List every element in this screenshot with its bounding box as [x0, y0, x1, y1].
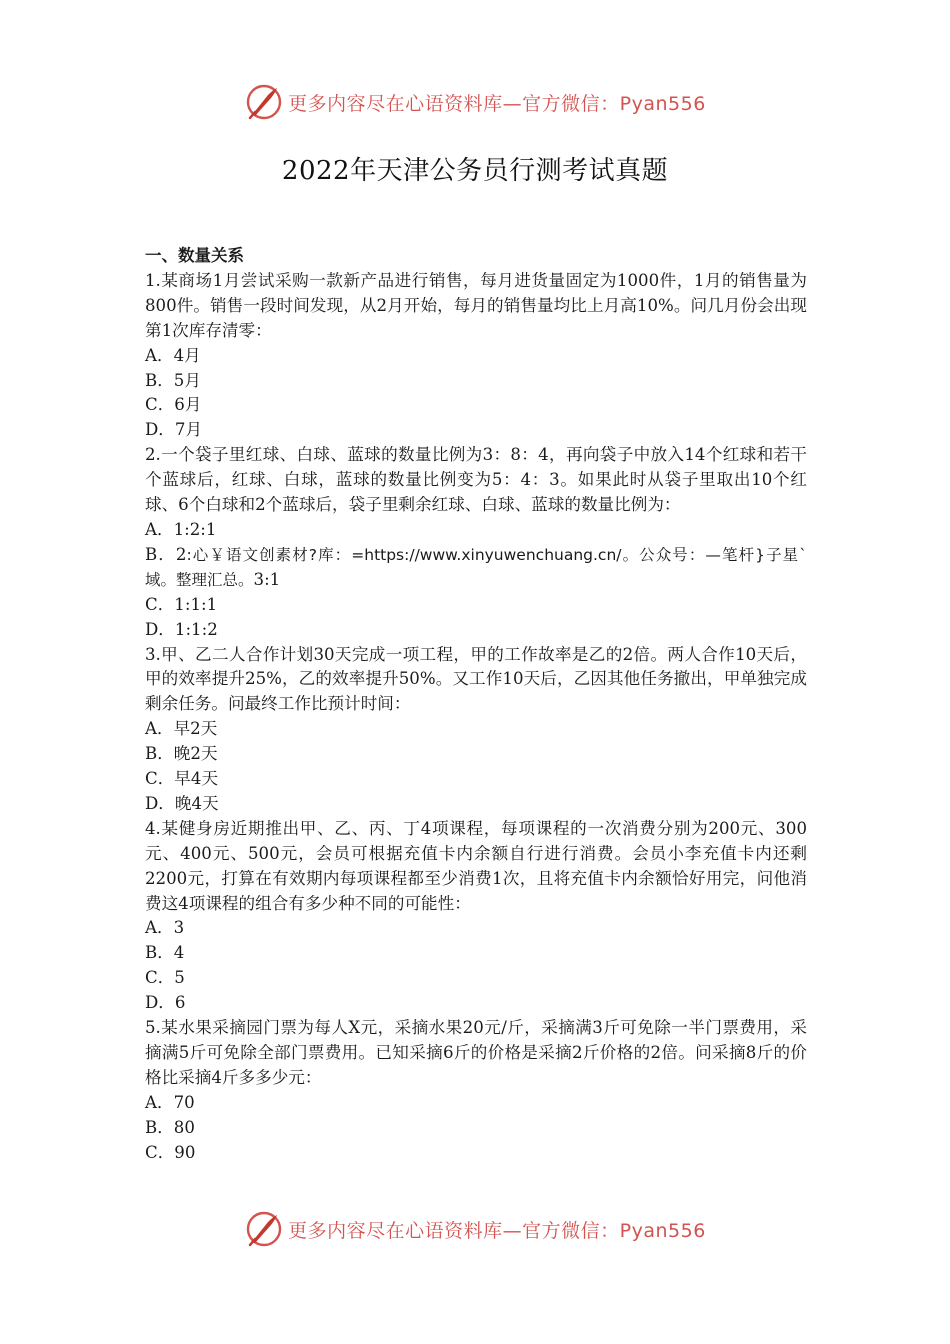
- question-5-stem: 5.某水果采摘园门票为每人X元，采摘水果20元/斤，采摘满3斤可免除一半门票费用，采摘满5斤可免除全部门票费用。已知采摘6斤的价格是采摘2斤价格的2倍。问采摘8斤的价格比采摘4斤多多少元：: [145, 1018, 807, 1087]
- quill-pen-logo-icon: [244, 1209, 284, 1249]
- question-1-option-a: A．4月: [145, 345, 201, 365]
- header-banner: [0, 80, 950, 124]
- question-4-option-b: B．4: [145, 943, 185, 963]
- question-3-option-a: A．早2天: [145, 719, 218, 739]
- question-1-option-d: D．7月: [145, 420, 203, 440]
- question-1-option-c: C．6月: [145, 395, 202, 415]
- quill-pen-logo-icon: [244, 82, 284, 122]
- question-4-option-a: A．3: [145, 918, 185, 938]
- question-3-option-d: D．晚4天: [145, 793, 219, 813]
- banner-text: 更多内容尽在心语资料库—官方微信：Pyan556: [288, 1219, 706, 1242]
- question-4-option-d: D．6: [145, 993, 186, 1013]
- question-1-option-b: B．5月: [145, 370, 201, 390]
- watermark-text: :心￥语文创素材?库：=https://www.xinyuwenchuang.cn/。公众号：—笔杆}子星`域。整理汇总。: [145, 545, 807, 589]
- question-2-option-b-prefix: B．2: [145, 544, 187, 564]
- question-2-option-b: [145, 543, 807, 593]
- question-3-option-b: B．晚2天: [145, 744, 218, 764]
- footer-banner: [0, 1207, 950, 1251]
- banner-text: 更多内容尽在心语资料库—官方微信：Pyan556: [288, 92, 706, 115]
- section-heading: 一、数量关系: [145, 246, 244, 265]
- question-2-stem: 2.一个袋子里红球、白球、蓝球的数量比例为3：8：4，再向袋子中放入14个红球和若干个蓝球后，红球、白球，蓝球的数量比例变为5：4：3。如果此时从袋子里取出10个红球、6个白球和2个蓝球后，袋子里剩余红球、白球、蓝球的数量比例为：: [145, 445, 807, 515]
- question-5-option-a: A．70: [145, 1092, 195, 1112]
- question-4-stem: 4.某健身房近期推出甲、乙、丙、丁4项课程，每项课程的一次消费分别为200元、300元、400元、500元，会员可根据充值卡内余额自行进行消费。会员小李充值卡内还剩2200元，打算在有效期内每项课程都至少消费1次，且将充值卡内余额恰好用完，问他消费这4项课程的组合有多少种不同的可能性：: [145, 818, 807, 913]
- question-2-option-b-suffix: 3:1: [253, 569, 281, 589]
- document-body: [145, 244, 807, 1166]
- question-2-option-a: A．1:2:1: [145, 519, 217, 539]
- question-2-option-d: D．1:1:2: [145, 619, 218, 639]
- question-3-stem: 3.甲、乙二人合作计划30天完成一项工程，甲的工作故率是乙的2倍。两人合作10天后，甲的效率提升25%，乙的效率提升50%。又工作10天后，乙因其他任务撤出，甲单独完成剩余任务。问最终工作比预计时间：: [145, 644, 807, 714]
- question-5-option-c: C．90: [145, 1142, 196, 1162]
- question-3-option-c: C．早4天: [145, 769, 219, 789]
- question-4-option-c: C．5: [145, 968, 185, 988]
- question-5-option-b: B．80: [145, 1117, 195, 1137]
- page-title: 2022年天津公务员行测考试真题: [281, 156, 669, 186]
- question-2-option-c: C．1:1:1: [145, 594, 218, 614]
- question-1-stem: 1.某商场1月尝试采购一款新产品进行销售，每月进货量固定为1000件，1月的销售量为800件。销售一段时间发现，从2月开始，每月的销售量均比上月高10%。问几月份会出现第1次库存清零：: [145, 270, 807, 340]
